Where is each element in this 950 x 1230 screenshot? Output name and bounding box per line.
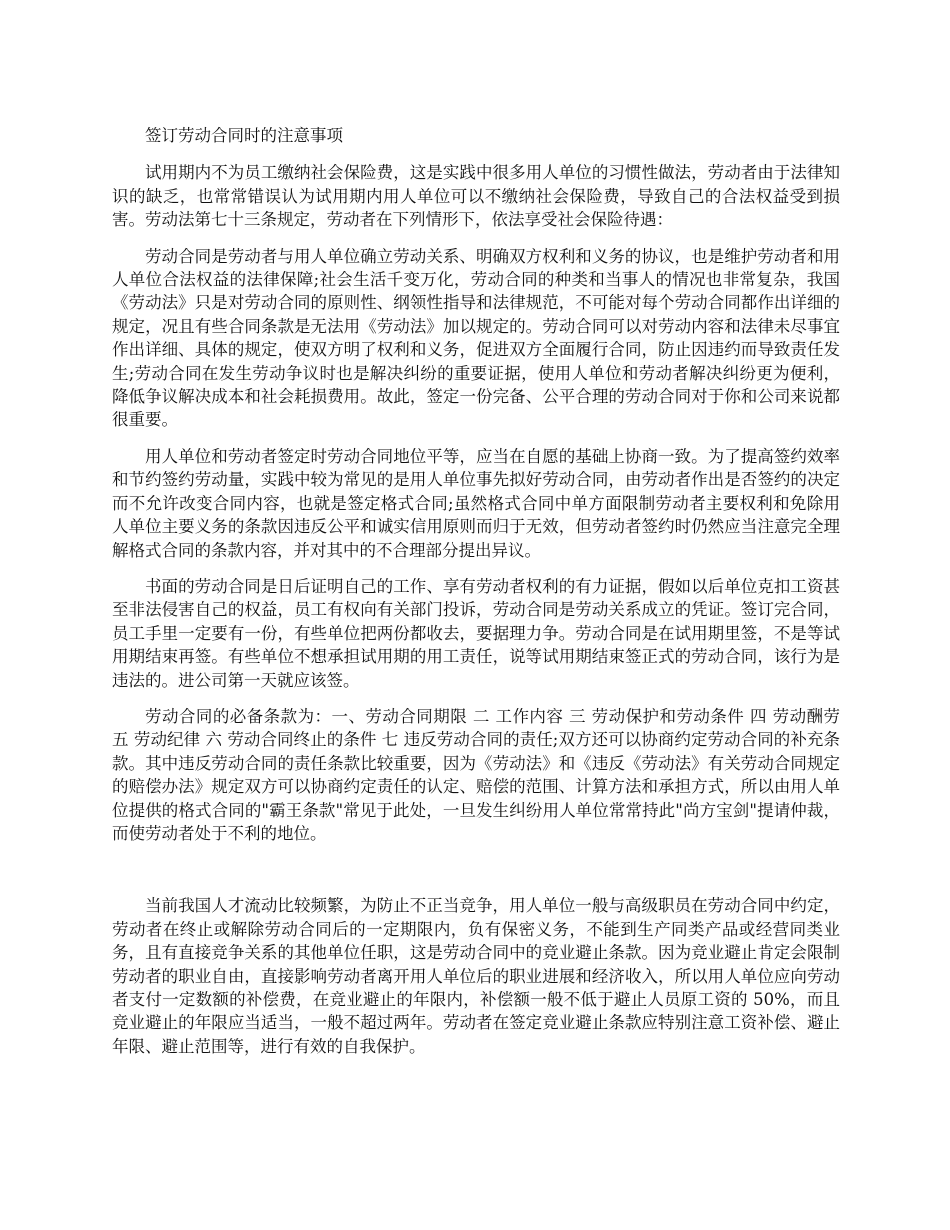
document-title: 签订劳动合同时的注意事项 xyxy=(145,126,343,145)
paragraph-required-clauses: 劳动合同的必备条款为：一、劳动合同期限 二 工作内容 三 劳动保护和劳动条件 四 劳动酬劳 五 劳动纪律 六 劳动合同终止的条件 七 违反劳动合同的责任;双方还可以协商约定劳动合同的补充条款。其中违反劳动合同的责任条款比较重要，因为《劳动法》和《违反《劳动法》有关劳动合同规定的赔偿办法》规定双方可以协商约定责任的认定、赔偿的范围、计算方法和承担方式，所以由用人单位提供的格式合同的"霸王条款"常见于此处，一旦发生纠纷用人单位常常持此"尚方宝剑"提请仲裁，而使劳动者处于不利的地位。 xyxy=(112,706,840,843)
document-page xyxy=(112,124,840,1071)
paragraph-written-contract: 书面的劳动合同是日后证明自己的工作、享有劳动者权利的有力证据，假如以后单位克扣工资甚至非法侵害自己的权益，员工有权向有关部门投诉，劳动合同是劳动关系成立的凭证。签订完合同，员工手里一定要有一份，有些单位把两份都收去，要据理力争。劳动合同是在试用期里签，不是等试用期结束再签。有些单位不想承担试用期的用工责任，说等试用期结束签正式的劳动合同，该行为是违法的。进公司第一天就应该签。 xyxy=(112,576,840,690)
paragraph-equal-status: 用人单位和劳动者签定时劳动合同地位平等，应当在自愿的基础上协商一致。为了提高签约效率和节约签约劳动量，实践中较为常见的是用人单位事先拟好劳动合同，由劳动者作出是否签约的决定而不允许改变合同内容，也就是签定格式合同;虽然格式合同中单方面限制劳动者主要权利和免除用人单位主要义务的条款因违反公平和诚实信用原则而归于无效，但劳动者签约时仍然应当注意完全理解格式合同的条款内容，并对其中的不合理部分提出异议。 xyxy=(112,446,840,560)
paragraph-social-insurance: 试用期内不为员工缴纳社会保险费，这是实践中很多用人单位的习惯性做法，劳动者由于法律知识的缺乏，也常常错误认为试用期内用人单位可以不缴纳社会保险费，导致自己的合法权益受到损害。劳动法第七十三条规定，劳动者在下列情形下，依法享受社会保险待遇： xyxy=(112,163,840,230)
paragraph-contract-importance: 劳动合同是劳动者与用人单位确立劳动关系、明确双方权利和义务的协议，也是维护劳动者和用人单位合法权益的法律保障;社会生活千变万化，劳动合同的种类和当事人的情况也非常复杂，我国《劳动法》只是对劳动合同的原则性、纲领性指导和法律规范，不可能对每个劳动合同都作出详细的规定，况且有些合同条款是无法用《劳动法》加以规定的。劳动合同可以对劳动内容和法律未尽事宜作出详细、具体的规定，使双方明了权利和义务，促进双方全面履行合同，防止因违约而导致责任发生;劳动合同在发生劳动争议时也是解决纠纷的重要证据，使用人单位和劳动者解决纠纷更为便利，降低争议解决成本和社会耗损费用。故此，签定一份完备、公平合理的劳动合同对于你和公司来说都很重要。 xyxy=(112,246,840,430)
section-spacer xyxy=(112,858,840,894)
paragraph-non-compete: 当前我国人才流动比较频繁，为防止不正当竞争，用人单位一般与高级职员在劳动合同中约定，劳动者在终止或解除劳动合同后的一定期限内，负有保密义务，不能到生产同类产品或经营同类业务，且有直接竞争关系的其他单位任职，这是劳动合同中的竞业避止条款。因为竞业避止肯定会限制劳动者的职业自由，直接影响劳动者离开用人单位后的职业进展和经济收入，所以用人单位应向劳动者支付一定数额的补偿费，在竞业避止的年限内，补偿额一般不低于避止人员原工资的 50%，而且竞业避止的年限应当适当，一般不超过两年。劳动者在签定竞业避止条款应特别注意工资补偿、避止年限、避止范围等，进行有效的自我保护。 xyxy=(112,896,840,1056)
